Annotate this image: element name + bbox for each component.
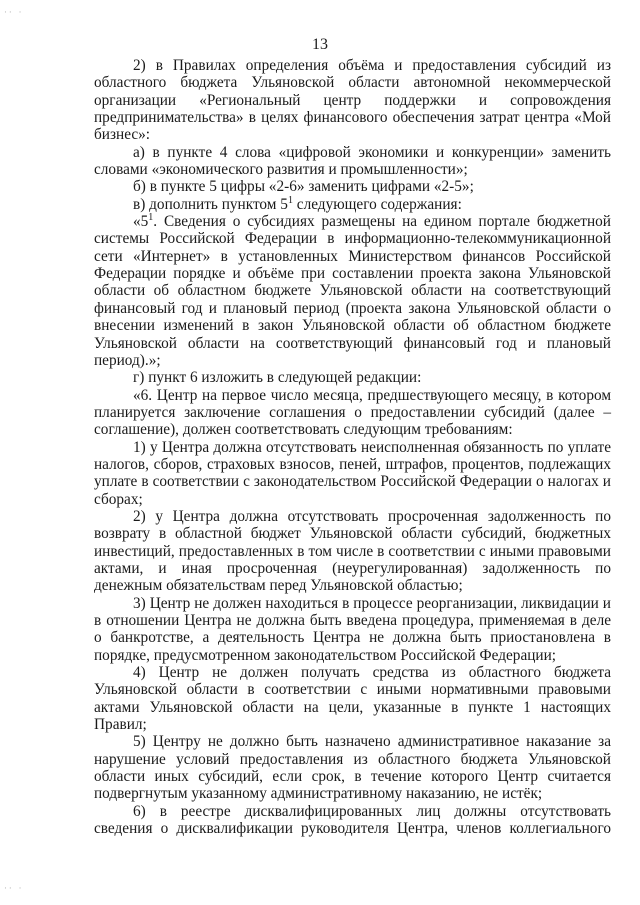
paragraph-a: а) в пункте 4 слова «цифровой экономики и конкуренции» заменить словами «экономического развития и промышленности»; [94, 143, 611, 179]
requirement-5: 5) Центру не должно быть назначено административное наказание за нарушение условий предоставления из областного бюджета Ульяновской области иных субсидий, если срок, в течение которого Центр считается подвергнутым указанному административному наказанию, не истёк; [94, 733, 611, 803]
requirement-3: 3) Центр не должен находиться в процессе реорганизации, ликвидации и в отношении Центра не должна быть введена процедура, применяемая в деле о банкротстве, а деятельность Центра не должна быть приостановлена в порядке, предусмотренном законодательством Российской Федерации; [94, 594, 611, 664]
page-number: 13 [312, 36, 328, 53]
requirement-1: 1) у Центра должна отсутствовать неисполненная обязанность по уплате налогов, сборов, страховых взносов, пеней, штрафов, процентов, подлежащих уплате в соответствии с законодательством Российской Федерации о налогах и сборах; [94, 438, 611, 508]
paragraph-5-1-number: «5 [133, 213, 149, 231]
paragraph-5-1-superscript: 1 [148, 212, 154, 224]
paragraph-5-1 [94, 213, 611, 369]
paragraph-v-text: в) дополнить пунктом 5 [133, 195, 288, 213]
paragraph-v-superscript: 1 [287, 194, 293, 206]
requirement-2: 2) у Центра должна отсутствовать просроченная задолженность по возврату в областной бюджет Ульяновской области субсидий, бюджетных инвестиций, предоставленных в том числе в соответствии с иными правовыми актами, и иная просроченная (неурегулированная) задолженность по денежным обязательствам перед Ульяновской областью; [94, 507, 611, 595]
paragraph-v [94, 196, 611, 213]
scan-edge-mark-top: ·· · [4, 8, 24, 18]
scan-edge-mark-bottom: ·· · [4, 884, 24, 894]
paragraph-b: б) в пункте 5 цифры «2-6» заменить цифрами «2-5»; [133, 178, 474, 196]
paragraph-5-1-text: . Сведения о субсидиях размещены на едином портале бюджетной системы Российской Федерации в информационно-телекоммуникационной сети «Интернет» в установленных Министерством финансов Российской Федерации порядке и объёме при составлении проекта закона Ульяновской области об областном бюджете Ульяновской области на соответствующий финансовый год и плановый период (проекта закона Ульяновской области о внесении изменений в закон Ульяновской области об областном бюджете Ульяновской области на соответствующий финансовый год и плановый период).»; [94, 213, 611, 369]
requirement-4: 4) Центр не должен получать средства из областного бюджета Ульяновской области в соответствии с иными нормативными правовыми актами Ульяновской области на цели, указанные в пункте 1 настоящих Правил; [94, 664, 611, 734]
requirement-6: 6) в реестре дисквалифицированных лиц должны отсутствовать сведения о дисквалификации руководителя Центра, членов коллегиального [94, 802, 611, 838]
paragraph-v-text-end: следующего содержания: [292, 195, 462, 213]
paragraph-6: «6. Центр на первое число месяца, предшествующего месяцу, в котором планируется заключение соглашения о предоставлении субсидий (далее – соглашение), должен соответствовать следующим требованиям: [94, 386, 611, 439]
paragraph-g: г) пункт 6 изложить в следующей редакции: [133, 369, 422, 387]
document-body [94, 57, 611, 837]
paragraph-2-rules-title: 2) в Правилах определения объёма и предоставления субсидий из областного бюджета Ульяновской области автономной некоммерческой организации «Региональный центр поддержки и сопровождения предпринимательства» в целях финансового обеспечения затрат центра «Мой бизнес»: [94, 57, 611, 144]
